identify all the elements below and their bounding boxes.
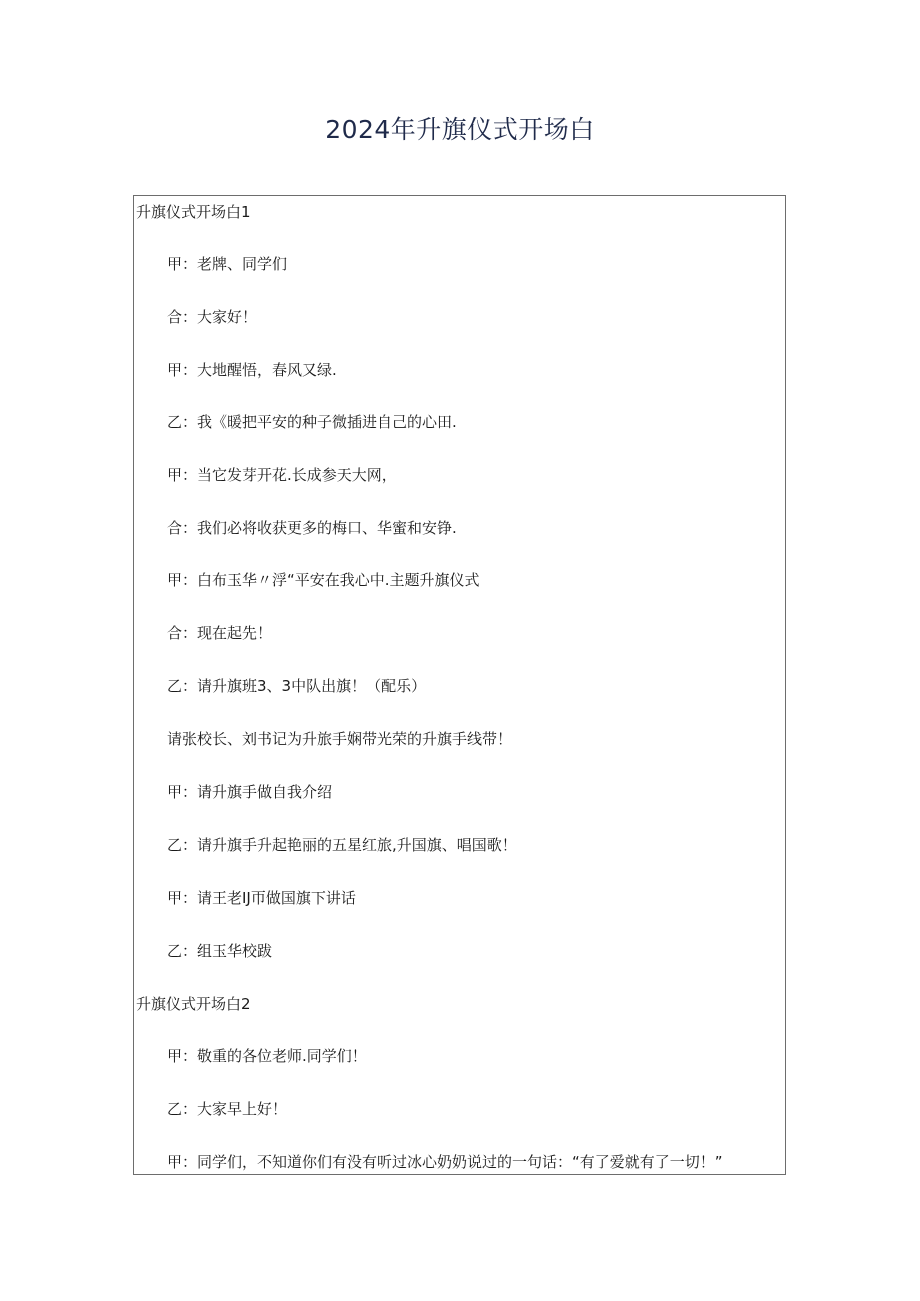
section-heading-1: 升旗仪式开场白1 <box>136 203 251 221</box>
dialogue-line: 请张校长、刘书记为升旅手娴带光荣的升旗手线带！ <box>167 730 513 748</box>
dialogue-line: 乙：我《暖把平安的种子微插进自己的心田. <box>167 413 457 431</box>
dialogue-line: 甲：老牌、同学们 <box>167 255 288 273</box>
content-frame <box>133 195 786 1175</box>
dialogue-line: 合：现在起先！ <box>167 624 273 642</box>
section-heading-2: 升旗仪式开场白2 <box>136 995 251 1013</box>
dialogue-line: 甲：敬重的各位老师.同学们！ <box>167 1047 367 1065</box>
dialogue-line: 合：大家好！ <box>167 308 258 326</box>
dialogue-line: 甲：白布玉华〃浮“平安在我心中.主题升旗仪式 <box>167 571 480 589</box>
dialogue-line: 乙：请升旗手升起艳丽的五星红旅,升国旗、唱国歌！ <box>167 836 517 854</box>
dialogue-line: 甲：请升旗手做自我介绍 <box>167 783 333 801</box>
dialogue-line: 甲：请王老IJ帀做国旗下讲话 <box>167 889 356 907</box>
dialogue-line: 乙：组玉华校跋 <box>167 942 273 960</box>
document-title: 2024年升旗仪式开场白 <box>325 115 595 144</box>
dialogue-line: 甲：当它发芽开花.长成参天大网， <box>167 466 397 484</box>
dialogue-line: 甲：同学们，不知道你们有没有听过冰心奶奶说过的一句话：“有了爱就有了一切！” <box>167 1153 723 1171</box>
dialogue-line: 甲：大地醒悟，春风又绿. <box>167 361 337 379</box>
dialogue-line: 乙：大家早上好！ <box>167 1100 288 1118</box>
dialogue-line: 乙：请升旗班3、3中队出旗！（配乐） <box>167 677 427 695</box>
dialogue-line: 合：我们必将收获更多的梅口、华蜜和安铮. <box>167 519 457 537</box>
